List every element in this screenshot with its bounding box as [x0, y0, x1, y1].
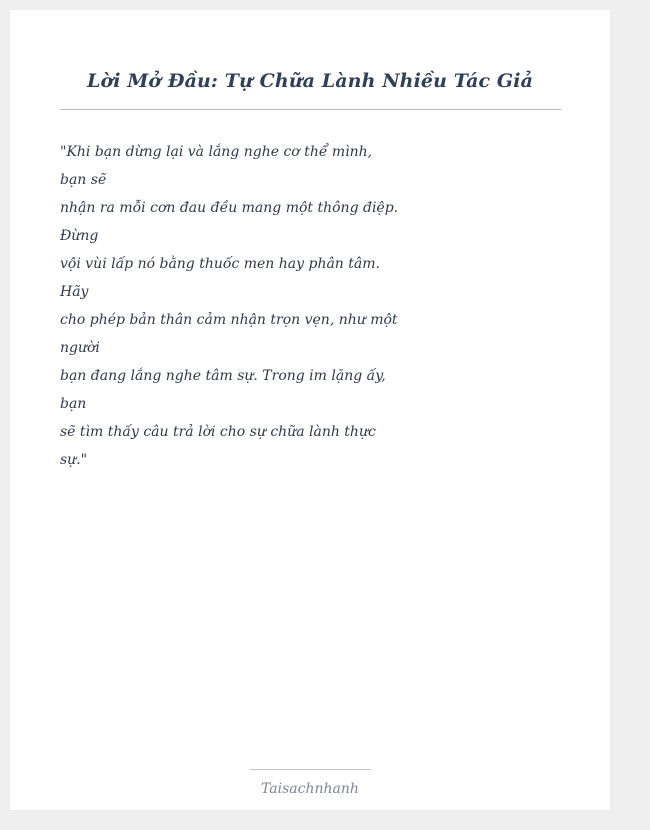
- text-line: cho phép bản thân cảm nhận trọn vẹn, như một: [60, 312, 398, 328]
- text-line: "Khi bạn dừng lại và lắng nghe cơ thể mình,: [60, 144, 373, 160]
- title-divider: [60, 109, 561, 110]
- text-line: sự.": [60, 452, 88, 468]
- text-line: bạn sẽ: [60, 172, 107, 188]
- text-line: Đừng: [60, 228, 99, 244]
- text-line: bạn: [60, 396, 87, 412]
- text-line: người: [60, 340, 100, 356]
- text-line: nhận ra mỗi cơn đau đều mang một thông điệp.: [60, 200, 399, 216]
- footer-divider: [250, 769, 371, 770]
- page-title: Lời Mở Đầu: Tự Chữa Lành Nhiều Tác Giả: [87, 70, 533, 92]
- text-line: Hãy: [60, 284, 89, 300]
- text-line: bạn đang lắng nghe tâm sự. Trong im lặng ấy,: [60, 368, 386, 384]
- text-line: sẽ tìm thấy câu trả lời cho sự chữa lành thực: [60, 424, 376, 440]
- footer-label: Taisachnhanh: [261, 781, 359, 797]
- quote-paragraph: [60, 138, 399, 474]
- document-page: [10, 10, 610, 810]
- text-line: vội vùi lấp nó bằng thuốc men hay phân tâm.: [60, 256, 380, 272]
